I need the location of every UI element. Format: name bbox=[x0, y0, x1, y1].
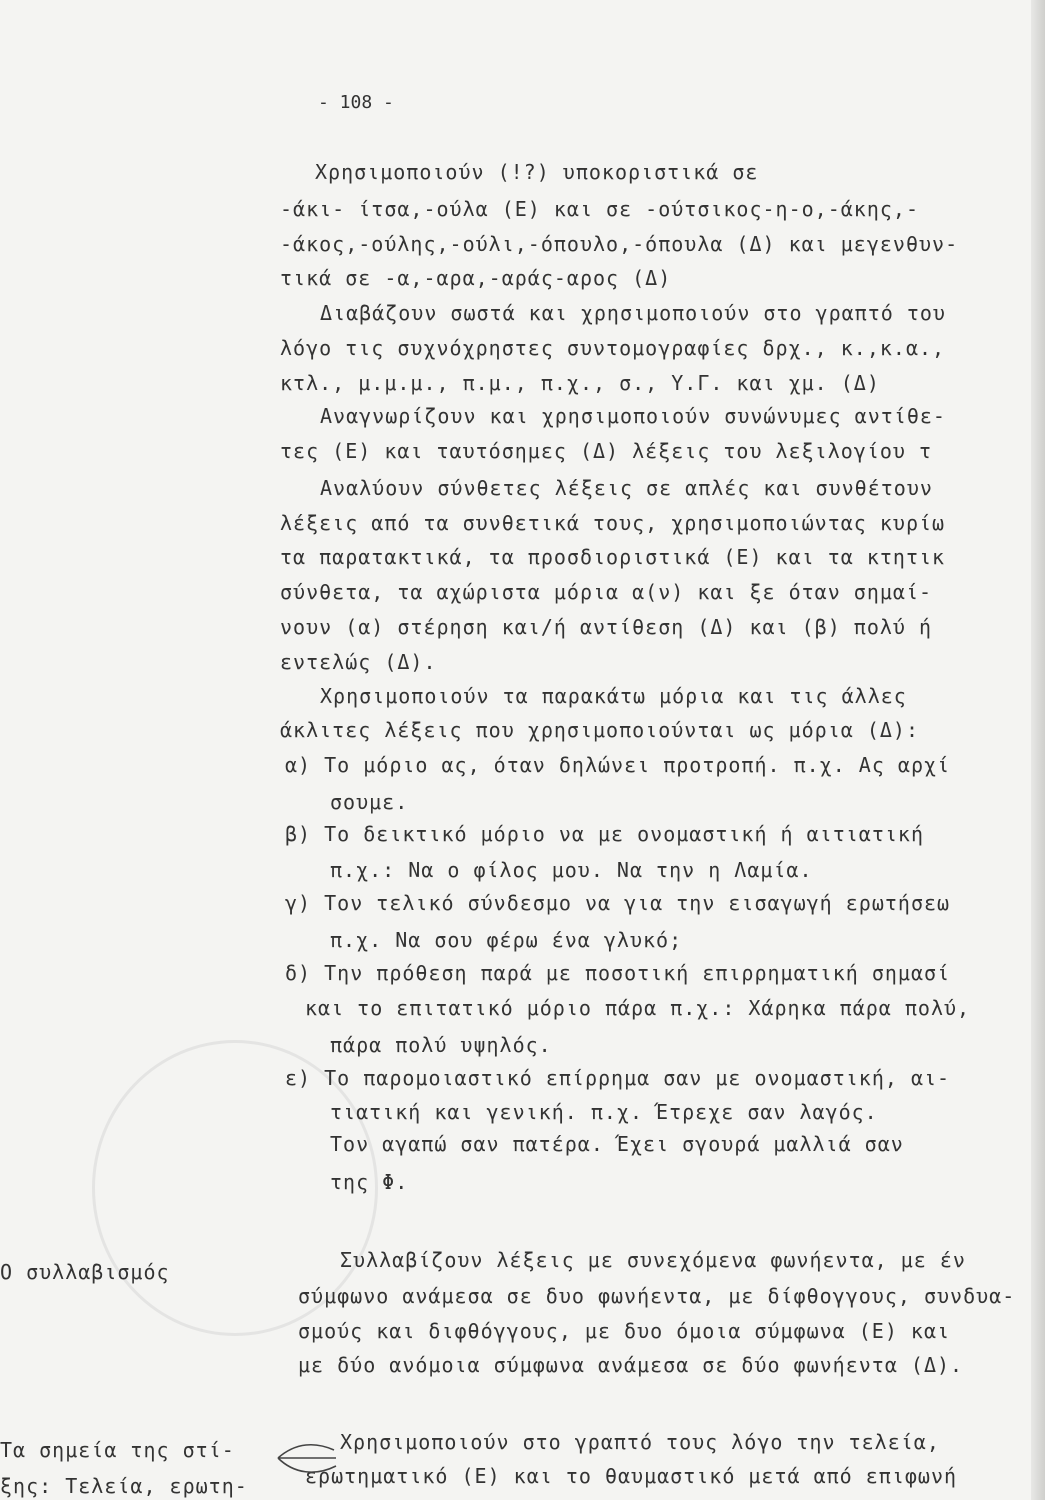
page-number: - 108 - bbox=[318, 92, 394, 113]
text-line: πάρα πολύ υψηλός. bbox=[330, 1033, 552, 1057]
text-line: τιατική και γενική. π.χ. Έτρεχε σαν λαγός. bbox=[330, 1100, 878, 1124]
text-line: π.χ.: Να ο φίλος μου. Να την η Λαμία. bbox=[330, 858, 813, 882]
text-line: λόγο τις συχνόχρηστες συντομογραφίες δρχ., κ.,κ.α., bbox=[280, 336, 946, 360]
text-line: Αναγνωρίζουν και χρησιμοποιούν συνώνυμες αντίθε- bbox=[320, 404, 946, 428]
text-line: β) Το δεικτικό μόριο να με ονομαστική ή αιτιατική bbox=[285, 822, 925, 846]
text-line: Συλλαβίζουν λέξεις με συνεχόμενα φωνήεντα, με έν bbox=[340, 1248, 966, 1272]
text-line: σουμε. bbox=[330, 790, 409, 814]
text-line: κτλ., μ.μ.μ., π.μ., π.χ., σ., Υ.Γ. και χμ. (Δ) bbox=[280, 371, 880, 395]
text-line: εντελώς (Δ). bbox=[280, 650, 437, 674]
text-line: της Φ. bbox=[330, 1170, 409, 1194]
text-line: Τον αγαπώ σαν πατέρα. Έχει σγουρά μαλλιά σαν bbox=[330, 1132, 904, 1156]
text-line: τικά σε -α,-αρα,-αράς-αρος (Δ) bbox=[280, 266, 672, 290]
text-line: άκλιτες λέξεις που χρησιμοποιούνται ως μόρια (Δ): bbox=[280, 718, 920, 742]
text-line: δ) Την πρόθεση παρά με ποσοτική επιρρηματική σημασί bbox=[285, 961, 951, 985]
text-line: Χρησιμοποιούν (!?) υποκοριστικά σε bbox=[315, 160, 759, 184]
text-line: ερωτηματικό (Ε) και το θαυμαστικό μετά από επιφωνή bbox=[305, 1464, 958, 1488]
text-line: νουν (α) στέρηση και/ή αντίθεση (Δ) και (β) πολύ ή bbox=[280, 615, 933, 639]
text-line: τα παρατακτικά, τα προσδιοριστικά (Ε) και τα κτητικ bbox=[280, 545, 946, 569]
text-line: π.χ. Να σου φέρω ένα γλυκό; bbox=[330, 928, 683, 952]
text-line: Διαβάζουν σωστά και χρησιμοποιούν στο γραπτό του bbox=[320, 301, 946, 325]
page-edge-shadow bbox=[1031, 0, 1045, 1500]
text-line: -άκι- ίτσα,-ούλα (Ε) και σε -ούτσικος-η-ο,-άκης,- bbox=[280, 197, 920, 221]
text-line: α) Το μόριο ας, όταν δηλώνει προτροπή. π.χ. Ας αρχί bbox=[285, 753, 951, 777]
text-line: λέξεις από τα συνθετικά τους, χρησιμοποιώντας κυρίω bbox=[280, 511, 946, 535]
side-note-punctuation-1: Τα σημεία της στί- bbox=[0, 1438, 235, 1462]
text-line: σμούς και διφθόγγους, με δυο όμοια σύμφωνα (Ε) και bbox=[298, 1319, 951, 1343]
text-line: σύμφωνο ανάμεσα σε δυο φωνήεντα, με δίφθογγους, συνδυα- bbox=[298, 1284, 1016, 1308]
text-line: τες (Ε) και ταυτόσημες (Δ) λέξεις του λεξιλογίου τ bbox=[280, 439, 933, 463]
text-line: και το επιτατικό μόριο πάρα π.χ.: Χάρηκα πάρα πολύ, bbox=[305, 996, 971, 1020]
side-note-syllabification: Ο συλλαβισμός bbox=[0, 1260, 170, 1284]
text-line: με δύο ανόμοια σύμφωνα ανάμεσα σε δύο φωνήεντα (Δ). bbox=[298, 1353, 964, 1377]
text-line: Χρησιμοποιούν τα παρακάτω μόρια και τις άλλες bbox=[320, 684, 907, 708]
text-line: Χρησιμοποιούν στο γραπτό τους λόγο την τελεία, bbox=[340, 1430, 940, 1454]
text-line: -άκος,-ούλης,-ούλι,-όπουλο,-όπουλα (Δ) και μεγενθυν- bbox=[280, 232, 959, 256]
text-line: ε) Το παρομοιαστικό επίρρημα σαν με ονομαστική, αι- bbox=[285, 1066, 951, 1090]
handwritten-arrow-icon bbox=[276, 1438, 340, 1478]
text-line: Αναλύουν σύνθετες λέξεις σε απλές και συνθέτουν bbox=[320, 476, 933, 500]
text-line: σύνθετα, τα αχώριστα μόρια α(ν) και ξε όταν σημαί- bbox=[280, 580, 933, 604]
text-line: γ) Τον τελικό σύνδεσμο να για την εισαγωγή ερωτήσεω bbox=[285, 891, 951, 915]
side-note-punctuation-2: ξης: Τελεία, ερωτη- bbox=[0, 1474, 248, 1498]
